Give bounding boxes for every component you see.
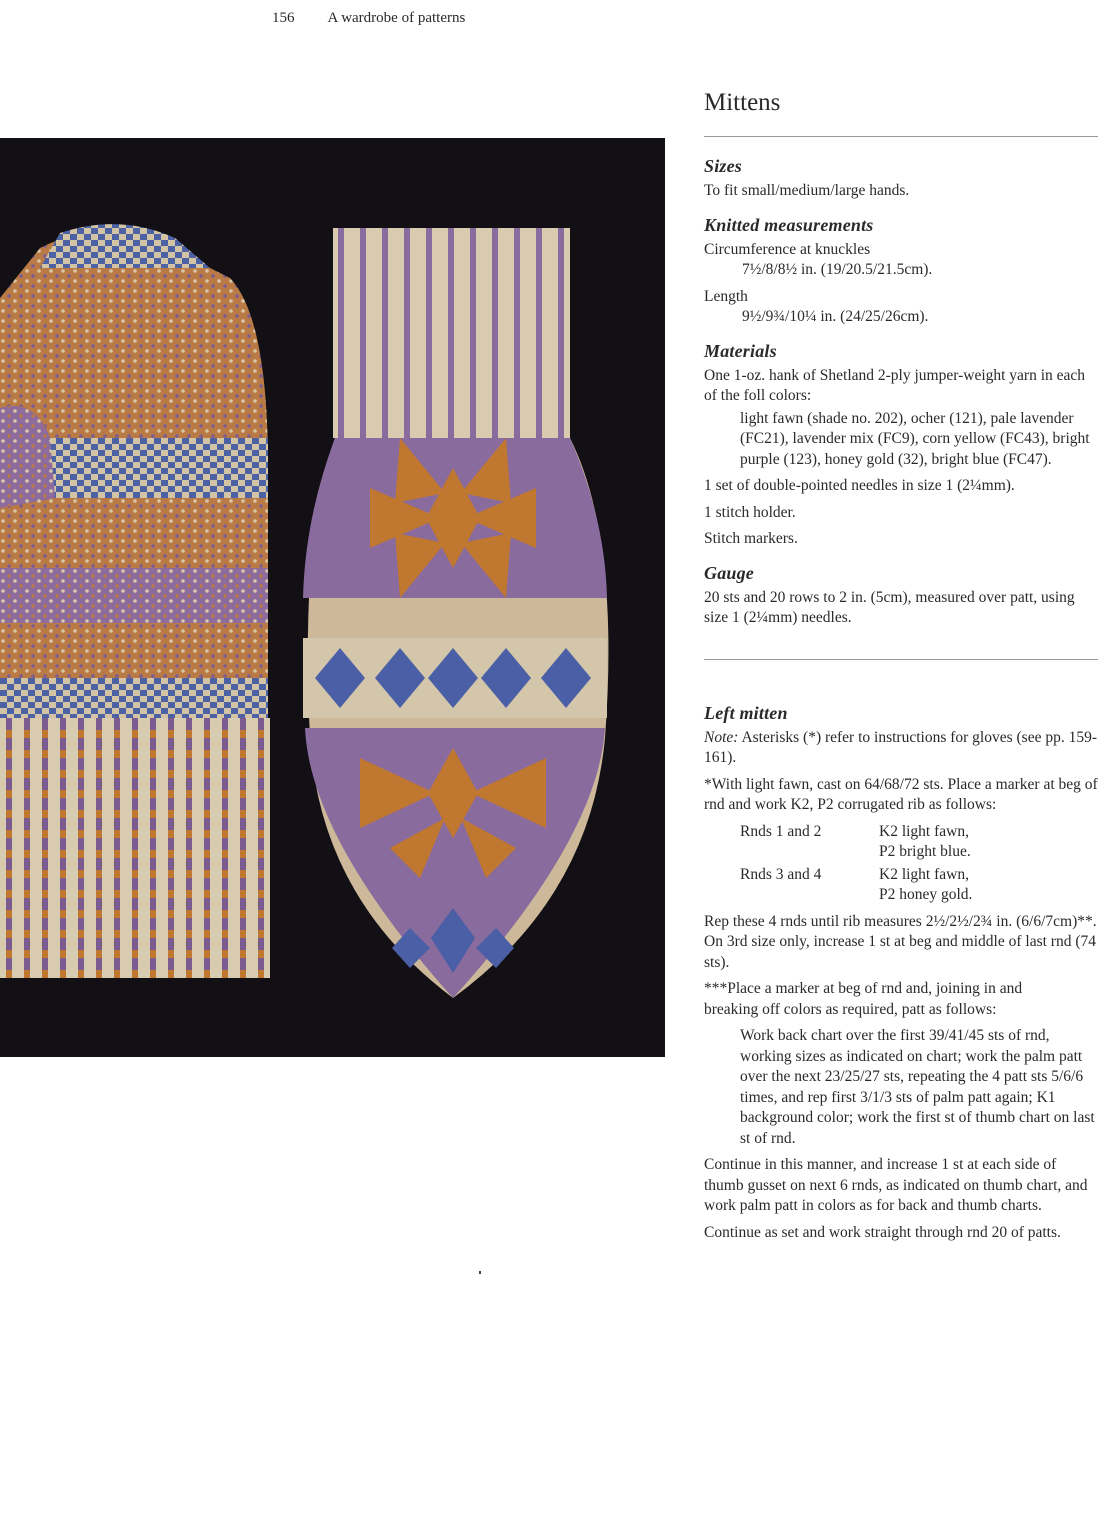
gauge-text: 20 sts and 20 rows to 2 in. (5cm), measured over patt, using size 1 (2¼mm) needles. [704, 588, 1075, 626]
round-value [879, 865, 1079, 906]
gauge-section [704, 562, 1098, 629]
chart-work-text: Work back chart over the first 39/41/45 sts of rnd, working sizes as indicated on chart; work the palm patt over the next 23/25/27 sts, repeating the 4 patt sts 5/6/6 times, and rep first 3/1/3 sts of palm patt again; K1 background color; work the first st of thumb chart on last st of rnd. [740, 1027, 1095, 1147]
round-value [879, 822, 1079, 863]
round-line: P2 honey gold. [879, 886, 973, 903]
round-line: P2 bright blue. [879, 843, 971, 860]
round-row [740, 865, 1098, 906]
length-label: Length [704, 287, 748, 305]
materials-section [704, 340, 1098, 550]
length-value: 9½/9¾/10¼ in. (24/25/26cm). [742, 308, 929, 325]
text-column [704, 88, 1098, 1249]
rounds-table [740, 822, 1098, 906]
cast-on-text: *With light fawn, cast on 64/68/72 sts. Place a marker at beg of rnd and work K2, P2 corrugated rib as follows: [704, 775, 1098, 813]
note-label: Note: [704, 728, 739, 746]
continue-text-1: Continue in this manner, and increase 1 st at each side of thumb gusset on next 6 rnds, as indicated on thumb chart, and work palm patt in colors as for back and thumb charts. [704, 1156, 1088, 1214]
note [704, 728, 1098, 769]
circumference-label: Circumference at knuckles [704, 240, 871, 258]
round-line: K2 light fawn, [879, 822, 969, 840]
speck [479, 1271, 481, 1274]
mittens-illustration [0, 138, 665, 1057]
circumference-value: 7½/8/8½ in. (19/20.5/21.5cm). [742, 261, 933, 278]
materials-heading: Materials [704, 340, 777, 361]
note-text: Asterisks (*) refer to instructions for gloves (see pp. 159-161). [704, 728, 1098, 766]
running-title: A wardrobe of patterns [327, 10, 466, 26]
materials-needles: 1 set of double-pointed needles in size 1 (2¼mm). [704, 477, 1015, 494]
mittens-photo [0, 138, 665, 1057]
divider [704, 659, 1098, 660]
round-label: Rnds 1 and 2 [740, 822, 822, 840]
left-mitten-section [704, 702, 1098, 1244]
sizes-text: To fit small/medium/large hands. [704, 182, 910, 199]
running-head [272, 10, 465, 27]
left-mitten-heading: Left mitten [704, 702, 788, 723]
materials-markers: Stitch markers. [704, 530, 798, 547]
gauge-heading: Gauge [704, 562, 754, 583]
page-number: 156 [272, 10, 295, 26]
repeat-text: Rep these 4 rnds until rib measures 2½/2½/2¾ in. (6/6/7cm)**. On 3rd size only, increase 1 st at beg and middle of last rnd (74 sts). [704, 912, 1097, 971]
measurements-section [704, 214, 1098, 328]
left-mitten [0, 224, 270, 978]
page-title: Mittens [704, 89, 781, 116]
sizes-heading: Sizes [704, 156, 743, 176]
place-marker-text: ***Place a marker at beg of rnd and, joining in and breaking off colors as required, patt as follows: [704, 980, 1023, 1018]
right-mitten [303, 228, 608, 998]
measurements-heading: Knitted measurements [704, 214, 874, 235]
sizes-section [704, 155, 1098, 202]
continue-text-2: Continue as set and work straight through rnd 20 of patts. [704, 1223, 1061, 1241]
round-row [740, 822, 1098, 863]
materials-yarn: One 1-oz. hank of Shetland 2-ply jumper-weight yarn in each of the foll colors: [704, 366, 1086, 404]
divider [704, 136, 1098, 137]
round-label: Rnds 3 and 4 [740, 865, 822, 883]
round-line: K2 light fawn, [879, 865, 969, 883]
materials-colors: light fawn (shade no. 202), ocher (121), pale lavender (FC21), lavender mix (FC9), corn yellow (FC43), bright purple (123), honey gold (32), bright blue (FC47). [740, 409, 1090, 468]
materials-holder: 1 stitch holder. [704, 503, 796, 521]
